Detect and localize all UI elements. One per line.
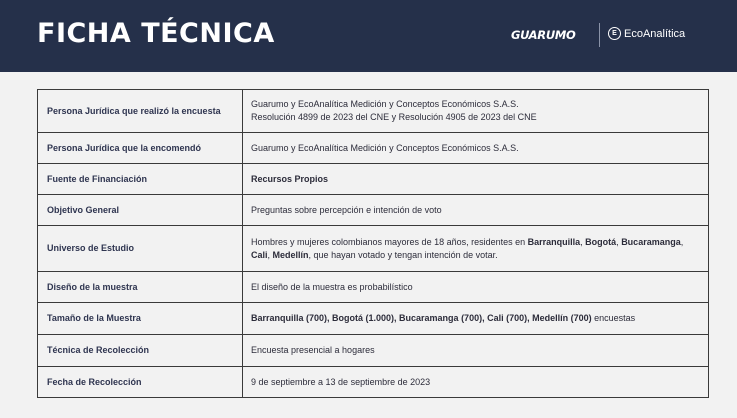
ficha-tecnica-table <box>37 89 709 398</box>
logo-divider <box>599 23 600 47</box>
table-row <box>38 195 709 226</box>
table-row <box>38 133 709 164</box>
row-value: Guarumo y EcoAnalítica Medición y Conceptos Económicos S.A.S. <box>243 133 709 164</box>
row-value: El diseño de la muestra es probabilístico <box>243 272 709 303</box>
row-label: Fuente de Financiación <box>38 164 243 195</box>
city-bold: Bogotá <box>585 236 617 247</box>
row-value: 9 de septiembre a 13 de septiembre de 2023 <box>243 367 709 398</box>
text-span: Hombres y mujeres colombianos mayores de 18 años, residentes en <box>251 236 528 247</box>
row-value: Preguntas sobre percepción e intención de voto <box>243 195 709 226</box>
city-bold: Barranquilla <box>527 236 581 247</box>
ecoanalitica-logo-text: EcoAnalítica <box>624 27 686 40</box>
text-span: encuestas <box>591 313 636 323</box>
row-label: Objetivo General <box>38 195 243 226</box>
city-bold: Medellín <box>272 249 309 260</box>
row-label: Técnica de Recolección <box>38 335 243 367</box>
row-value <box>243 164 709 195</box>
row-value <box>243 90 709 133</box>
row-label: Diseño de la muestra <box>38 272 243 303</box>
text-span: , que hayan votado y tengan intención de votar. <box>308 249 498 260</box>
city-bold: Cali <box>251 249 268 260</box>
ecoanalitica-icon: E <box>608 27 621 40</box>
table-row <box>38 90 709 133</box>
sample-sizes-bold: Barranquilla (700), Bogotá (1.000), Bucaramanga (700), Cali (700), Medellín (700) <box>251 313 592 323</box>
city-bold: Bucaramanga <box>621 236 681 247</box>
row-value-bold: Recursos Propios <box>251 173 329 184</box>
row-label: Fecha de Recolección <box>38 367 243 398</box>
header-banner <box>0 0 737 72</box>
row-value: Encuesta presencial a hogares <box>243 335 709 367</box>
row-value: Hombres y mujeres colombianos mayores de 18 años, residentes en Barranquilla, Bogotá, Bucaramanga, Cali, Medellín, que hayan votado y tengan intención de votar. <box>243 226 709 272</box>
row-value-line: Guarumo y EcoAnalítica Medición y Conceptos Económicos S.A.S. <box>251 99 519 109</box>
guarumo-logo: GUARUMO <box>511 28 576 42</box>
table-row <box>38 303 709 335</box>
page-title: FICHA TÉCNICA <box>37 18 275 49</box>
table-row <box>38 335 709 367</box>
table-row <box>38 226 709 272</box>
table-row <box>38 164 709 195</box>
table-row <box>38 272 709 303</box>
row-value-line: Resolución 4899 de 2023 del CNE y Resolución 4905 de 2023 del CNE <box>251 112 537 122</box>
row-label: Tamaño de la Muestra <box>38 303 243 335</box>
ecoanalitica-logo <box>608 27 685 40</box>
table-row <box>38 367 709 398</box>
row-label: Persona Jurídica que la encomendó <box>38 133 243 164</box>
row-value <box>243 303 709 335</box>
row-label: Persona Jurídica que realizó la encuesta <box>38 90 243 133</box>
row-label: Universo de Estudio <box>38 226 243 272</box>
